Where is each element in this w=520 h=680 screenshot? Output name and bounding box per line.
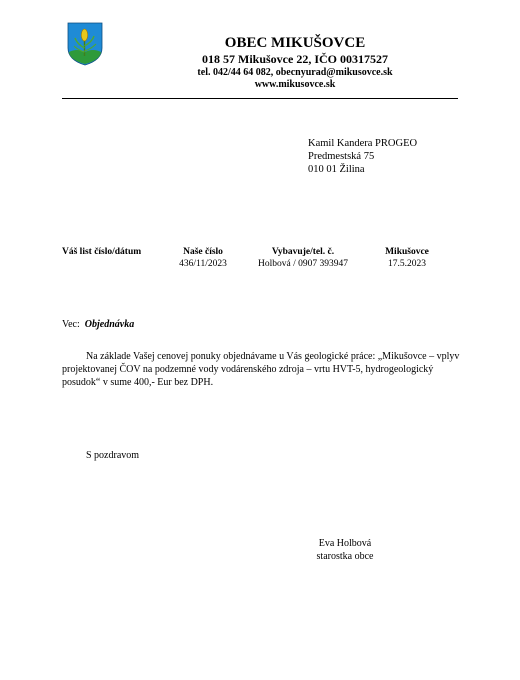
signature-block bbox=[310, 537, 380, 563]
ref-your-letter bbox=[62, 246, 141, 258]
handled-by-label: Vybavuje/tel. č. bbox=[271, 247, 335, 257]
org-address: 018 57 Mikušovce 22, IČO 00317527 bbox=[202, 52, 388, 66]
handled-by-value: Holbová / 0907 393947 bbox=[258, 259, 348, 269]
your-letter-label: Váš list číslo/dátum bbox=[62, 247, 142, 257]
recipient-address bbox=[308, 137, 417, 176]
municipality-crest-logo bbox=[67, 22, 103, 66]
ref-handled-by bbox=[250, 246, 356, 270]
signatory-name: Eva Holbová bbox=[318, 538, 372, 549]
header-divider bbox=[62, 98, 458, 99]
recipient-city: 010 01 Žilina bbox=[308, 164, 365, 175]
our-number-label: Naše číslo bbox=[183, 247, 223, 257]
place-label: Mikušovce bbox=[385, 247, 429, 257]
org-contact: tel. 042/44 64 082, obecnyurad@mikusovce.sk bbox=[197, 67, 393, 78]
org-website: www.mikusovce.sk bbox=[254, 79, 336, 90]
signatory-title: starostka obce bbox=[316, 551, 374, 562]
our-number-value: 436/11/2023 bbox=[179, 259, 227, 269]
letter-body: Na základe Vašej cenovej ponuky objednávame u Vás geologické práce: „Mikušovce – vplyv projektovanej ČOV na podzemné vody vodárenského zdroja – vrtu HVT-5, hydrogeologický posudok“ v sume 400,- Eur bez DPH. bbox=[62, 351, 460, 388]
recipient-name: Kamil Kandera PROGEO bbox=[308, 138, 418, 149]
ref-place-date bbox=[376, 246, 438, 270]
subject-value: Objednávka bbox=[84, 319, 135, 330]
subject-line bbox=[62, 319, 134, 330]
greeting: S pozdravom bbox=[86, 450, 140, 461]
recipient-street: Predmestská 75 bbox=[308, 151, 375, 162]
date-value: 17.5.2023 bbox=[388, 259, 426, 269]
ref-our-number bbox=[170, 246, 236, 270]
org-name: OBEC MIKUŠOVCE bbox=[224, 35, 366, 51]
subject-label: Vec: bbox=[62, 319, 80, 330]
letterhead bbox=[155, 34, 435, 91]
